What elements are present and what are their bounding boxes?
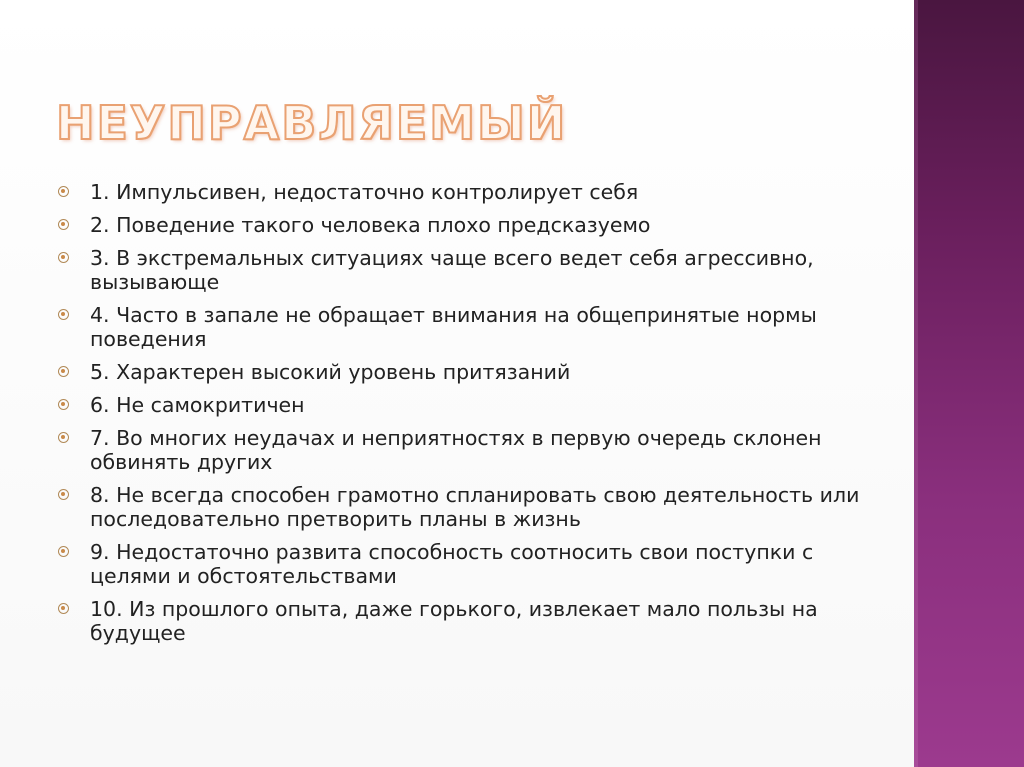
- list-item-text: 4. Часто в запале не обращает внимания на общепринятые нормы поведения: [90, 303, 817, 351]
- list-item: [58, 246, 878, 294]
- list-item: [58, 393, 878, 417]
- list-item-text: 7. Во многих неудачах и неприятностях в первую очередь склонен обвинять других: [90, 426, 822, 474]
- list-item: [58, 426, 878, 474]
- bullet-icon: [58, 546, 69, 557]
- decorative-side-band: [914, 0, 1024, 767]
- list-item-text: 2. Поведение такого человека плохо предсказуемо: [90, 213, 651, 237]
- side-band-edge: [914, 0, 918, 767]
- list-item-text: 1. Импульсивен, недостаточно контролирует себя: [90, 180, 639, 204]
- list-item-text: 8. Не всегда способен грамотно спланировать свою деятельность или последовательно претворить планы в жизнь: [90, 483, 860, 531]
- list-item-text: 5. Характерен высокий уровень притязаний: [90, 360, 571, 384]
- bullet-icon: [58, 252, 69, 263]
- bullet-icon: [58, 399, 69, 410]
- bullet-icon: [58, 219, 69, 230]
- list-item: [58, 597, 878, 645]
- bullet-icon: [58, 366, 69, 377]
- bullet-icon: [58, 432, 69, 443]
- list-item: [58, 213, 878, 237]
- list-item-text: 10. Из прошлого опыта, даже горького, извлекает мало пользы на будущее: [90, 597, 818, 645]
- list-item: [58, 360, 878, 384]
- list-item: [58, 303, 878, 351]
- list-item: [58, 180, 878, 204]
- list-item: [58, 483, 878, 531]
- bullet-icon: [58, 603, 69, 614]
- bullet-list: [58, 180, 878, 654]
- bullet-icon: [58, 309, 69, 320]
- bullet-icon: [58, 186, 69, 197]
- list-item: [58, 540, 878, 588]
- list-item-text: 3. В экстремальных ситуациях чаще всего ведет себя агрессивно, вызывающе: [90, 246, 814, 294]
- slide-title: НЕУПРАВЛЯЕМЫЙ: [56, 96, 568, 150]
- bullet-icon: [58, 489, 69, 500]
- list-item-text: 9. Недостаточно развита способность соотносить свои поступки с целями и обстоятельствами: [90, 540, 814, 588]
- list-item-text: 6. Не самокритичен: [90, 393, 305, 417]
